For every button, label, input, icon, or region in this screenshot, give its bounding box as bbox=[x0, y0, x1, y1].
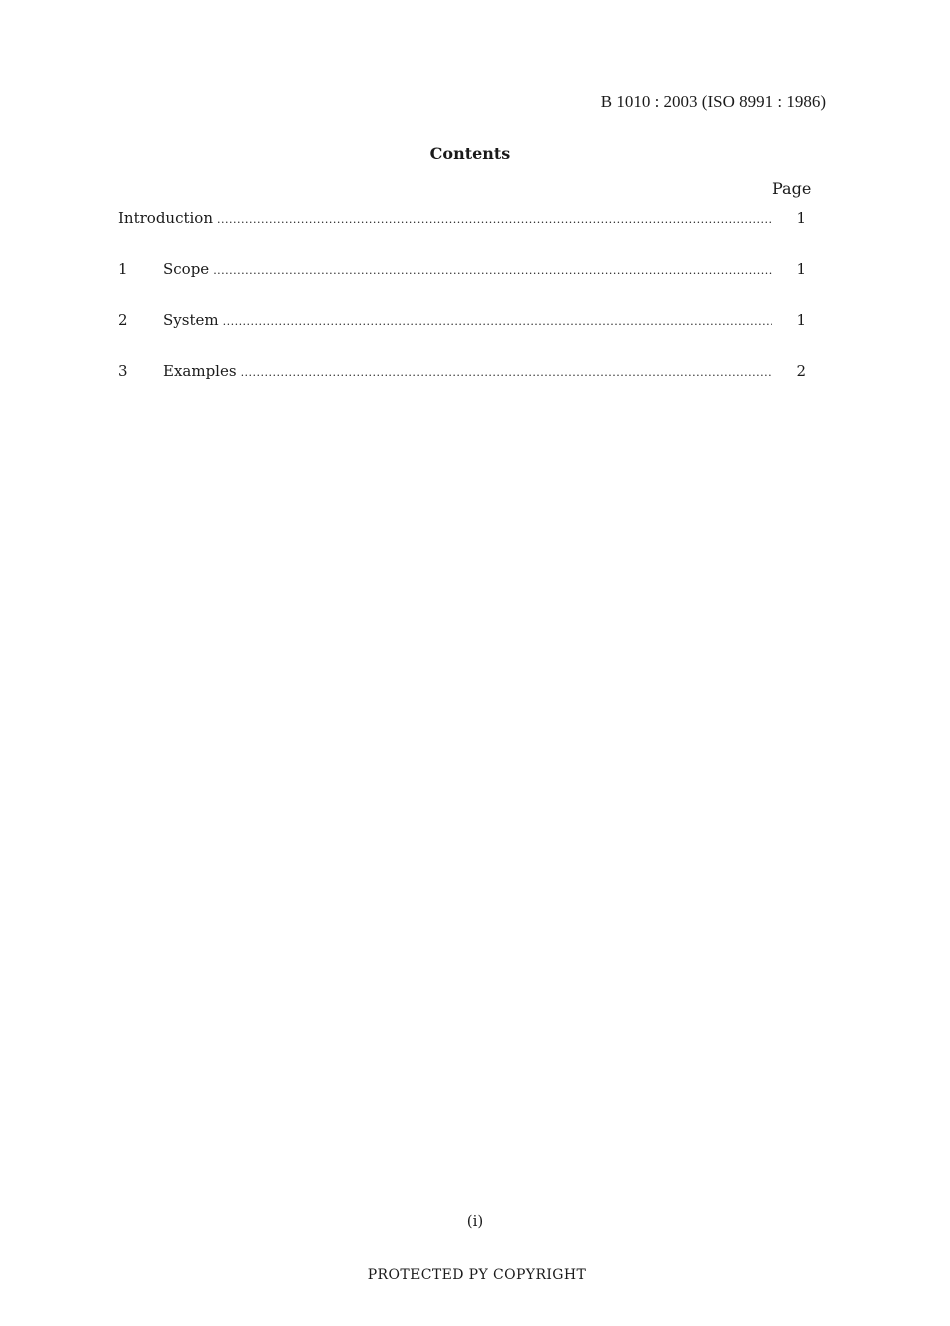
toc-entry-scope[interactable] bbox=[118, 260, 808, 282]
toc-entry-system[interactable] bbox=[118, 311, 808, 333]
toc-entry-number: 3 bbox=[118, 362, 128, 380]
leader-dots bbox=[213, 264, 772, 277]
toc-entry-page: 1 bbox=[796, 209, 806, 227]
toc-entry-label: Scope bbox=[163, 260, 210, 278]
toc-entry-page: 1 bbox=[796, 260, 806, 278]
toc-entry-examples[interactable] bbox=[118, 362, 808, 384]
toc-entry-page: 2 bbox=[796, 362, 806, 380]
copyright-notice: PROTECTED PY COPYRIGHT bbox=[367, 1267, 587, 1283]
toc-entry-number: 2 bbox=[118, 311, 128, 329]
page-column-label: Page bbox=[772, 179, 812, 198]
toc-entry-page: 1 bbox=[796, 311, 806, 329]
toc-entry-label: System bbox=[163, 311, 219, 329]
contents-title: Contents bbox=[429, 144, 511, 163]
toc-entry-label: Introduction bbox=[118, 209, 213, 227]
leader-dots bbox=[241, 366, 772, 379]
leader-dots bbox=[217, 213, 772, 226]
toc-entry-introduction[interactable] bbox=[118, 209, 808, 231]
toc-entry-number: 1 bbox=[118, 260, 128, 278]
standard-reference: B 1010 : 2003 (ISO 8991 : 1986) bbox=[600, 92, 826, 111]
page-number: (i) bbox=[466, 1212, 484, 1230]
toc-entry-label: Examples bbox=[163, 362, 237, 380]
leader-dots bbox=[223, 315, 772, 328]
